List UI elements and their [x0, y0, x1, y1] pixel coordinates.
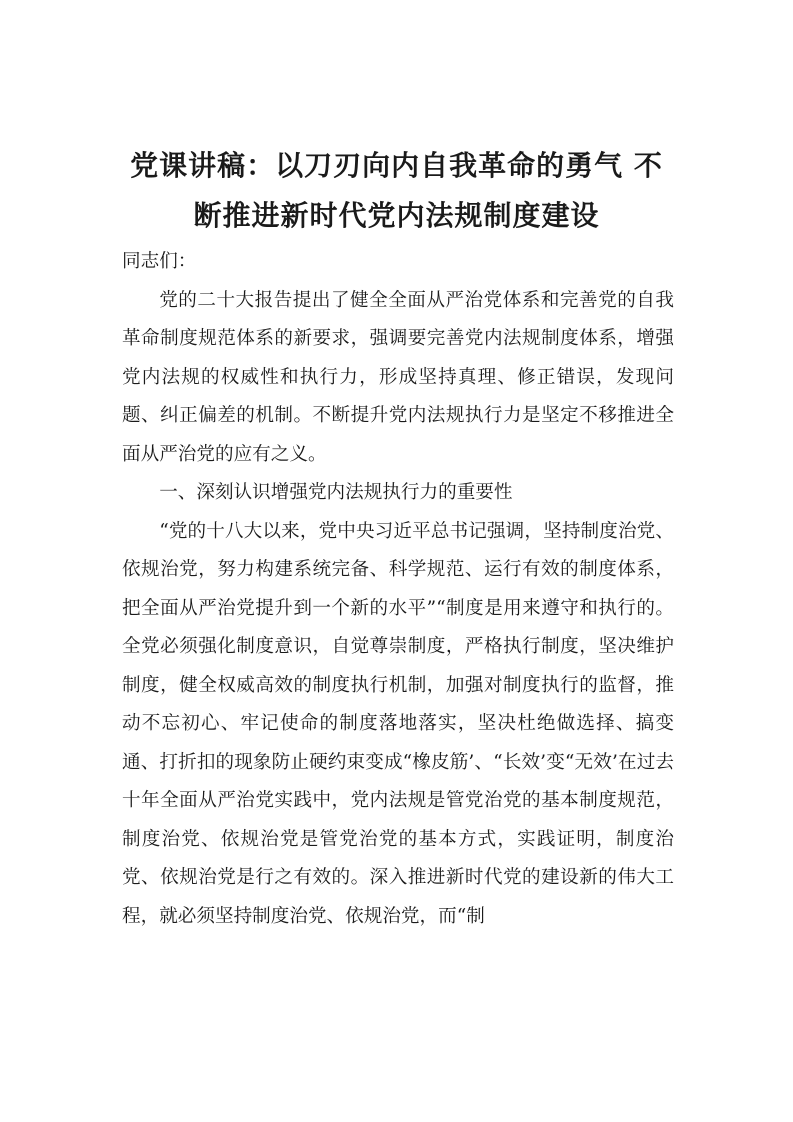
document-body: [122, 243, 674, 936]
title-line-2: 断推进新时代党内法规制度建设: [193, 198, 600, 232]
greeting: 同志们：: [122, 251, 197, 272]
section-heading-1: 一、深刻认识增强党内法规执行力的重要性: [159, 482, 513, 503]
paragraph-section-1: “党的十八大以来，党中央习近平总书记强调，坚持制度治党、依规治党，努力构建系统完备、科学规范、运行有效的制度体系，把全面从严治党提升到一个新的水平”“制度是用来遵守和执行的。全党必须强化制度意识，自觉尊崇制度，严格执行制度，坚决维护制度，健全权威高效的制度执行机制，加强对制度执行的监督，推动不忘初心、牢记使命的制度落地落实，坚决杜绝做选择、搞变通、打折扣的现象防止硬约束变成“橡皮筋’、“长效’变“无效’在过去十年全面从严治党实践中，党内法规是管党治党的基本制度规范，制度治党、依规治党是管党治党的基本方式，实践证明，制度治党、依规治党是行之有效的。深入推进新时代党的建设新的伟大工程，就必须坚持制度治党、依规治党，而“制: [122, 520, 674, 927]
paragraph-intro: 党的二十大报告提出了健全全面从严治党体系和完善党的自我革命制度规范体系的新要求，强调要完善党内法规制度体系，增强党内法规的权威性和执行力，形成坚持真理、修正错误，发现问题、纠正偏差的机制。不断提升党内法规执行力是坚定不移推进全面从严治党的应有之义。: [122, 289, 674, 465]
title-line-1: 党课讲稿：以刀刃向内自我革命的勇气 不: [130, 148, 663, 182]
document-title: [110, 141, 683, 241]
